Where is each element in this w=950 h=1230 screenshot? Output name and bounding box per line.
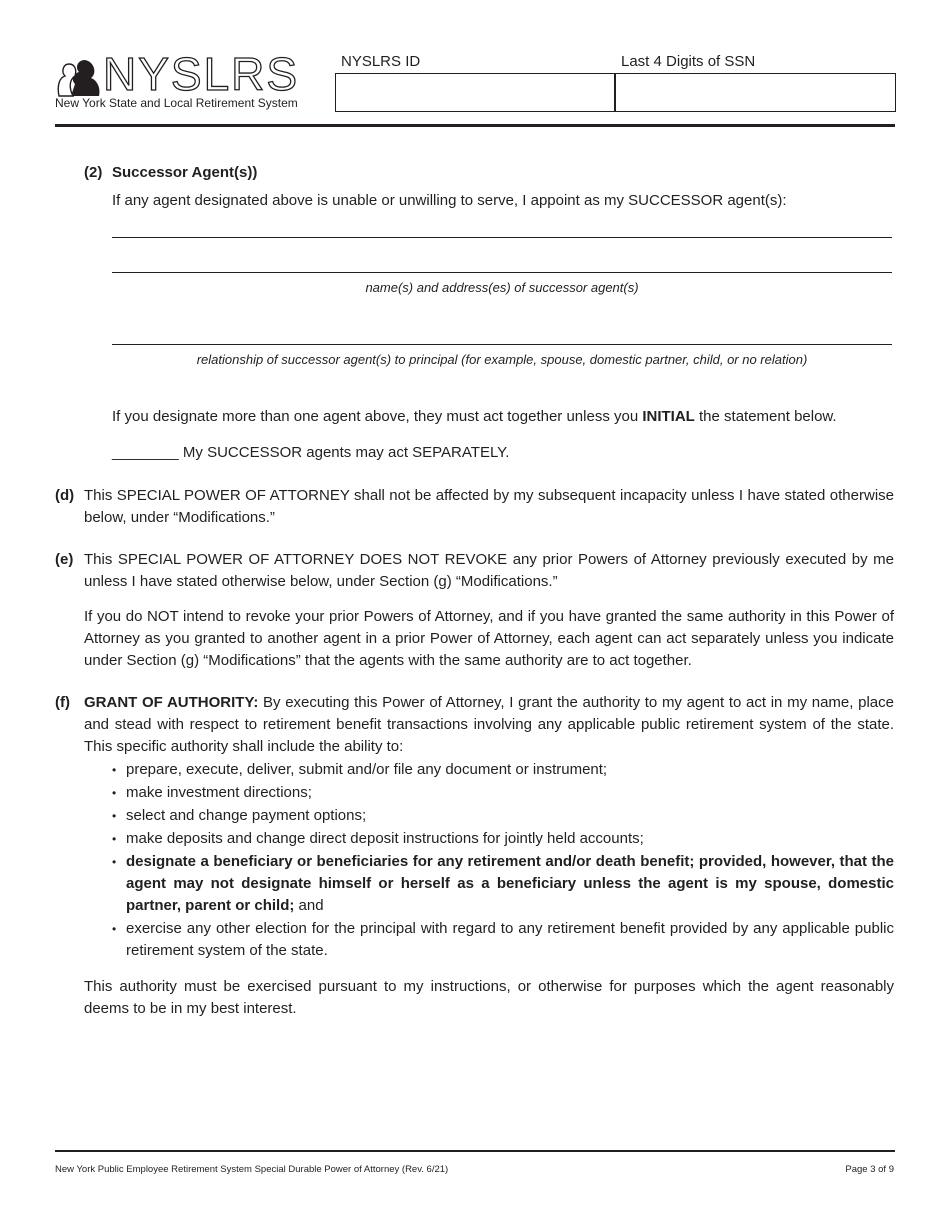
relationship-caption: relationship of successor agent(s) to principal (for example, spouse, domestic partner, child, or no relation) [196,352,808,367]
names-caption: name(s) and address(es) of successor agent(s) [365,280,639,295]
header-divider [55,124,895,127]
beneficiary-text: designate a beneficiary or beneficiaries for any retirement and/or death benefit; provided, however, that the agent may not designate himself or herself as a beneficiary unless the agent is my spouse, domestic partner, parent or child; [126,853,894,914]
list-item: • exercise any other election for the principal with regard to any retirement benefit provided by any applicable public retirement system of the state. [112,918,894,962]
nyslrs-id-field[interactable] [335,73,616,112]
grant-text: By executing this Power of Attorney, I grant the authority to my agent to act in my name, place and stead with respect to retirement benefit transactions involving any applicable public retirement system of the state. This specific authority shall include the ability to: [84,694,894,755]
initial-emphasis: INITIAL [642,408,695,425]
relationship-line[interactable] [112,344,892,345]
section-e-text: This SPECIAL POWER OF ATTORNEY DOES NOT REVOKE any prior Powers of Attorney previously executed by me unless I have stated otherwise below, under Section (g) “Modifications.” [84,551,894,590]
beneficiary-tail: and [294,897,324,914]
successor-heading: Successor Agent(s)) [112,164,258,181]
separately-statement [112,442,509,464]
ssn-label: Last 4 Digits of SSN [621,53,756,70]
ssn-field[interactable] [614,73,896,112]
grant-heading: GRANT OF AUTHORITY: [84,694,259,711]
nyslrs-id-label: NYSLRS ID [341,53,421,70]
multiple-agents-pre: If you designate more than one agent above, they must act together unless you [112,408,643,425]
list-item: • select and change payment options; [112,805,894,827]
logo-wordmark: NYSLRS [103,48,300,100]
list-item-beneficiary [112,851,894,917]
nyslrs-logo [55,48,300,115]
successor-number: (2) [84,164,103,181]
list-item: • make deposits and change direct deposit instructions for jointly held accounts; [112,828,894,850]
successor-intro: If any agent designated above is unable or unwilling to serve, I appoint as my SUCCESSOR agent(s): [112,192,787,209]
footer-divider [55,1150,895,1152]
footer-form-title: New York Public Employee Retirement System Special Durable Power of Attorney (Rev. 6/21) [55,1164,449,1175]
successor-name-line-2[interactable] [112,272,892,273]
page-number: Page 3 of 9 [845,1164,894,1175]
initial-blank[interactable]: ________ [112,444,179,461]
section-d-text: This SPECIAL POWER OF ATTORNEY shall not be affected by my subsequent incapacity unless I have stated otherwise below, under “Modifications.” [84,487,894,526]
section-e-note: If you do NOT intend to revoke your prior Powers of Attorney, and if you have granted the same authority in this Power of Attorney as you granted to another agent in a prior Power of Attorney, each agent can act separately unless you indicate under Section (g) “Modifications” that the agents with the same authority are to act together. [84,608,894,669]
logo-subtitle: New York State and Local Retirement System [55,96,298,110]
section-f-marker: (f) [55,694,70,711]
section-d-marker: (d) [55,487,75,504]
multiple-agents-post: the statement below. [694,408,837,425]
authority-list [112,759,894,963]
list-item: • prepare, execute, deliver, submit and/or file any document or instrument; [112,759,894,781]
multiple-agents-statement [112,406,894,428]
separately-text: My SUCCESSOR agents may act SEPARATELY. [178,444,510,461]
section-e-marker: (e) [55,551,74,568]
authority-closing: This authority must be exercised pursuant to my instructions, or otherwise for purposes which the agent reasonably deems to be in my best interest. [84,978,894,1017]
section-f-text [84,692,894,758]
list-item: • make investment directions; [112,782,894,804]
successor-name-line-1[interactable] [112,237,892,238]
people-logo-icon [55,58,103,98]
